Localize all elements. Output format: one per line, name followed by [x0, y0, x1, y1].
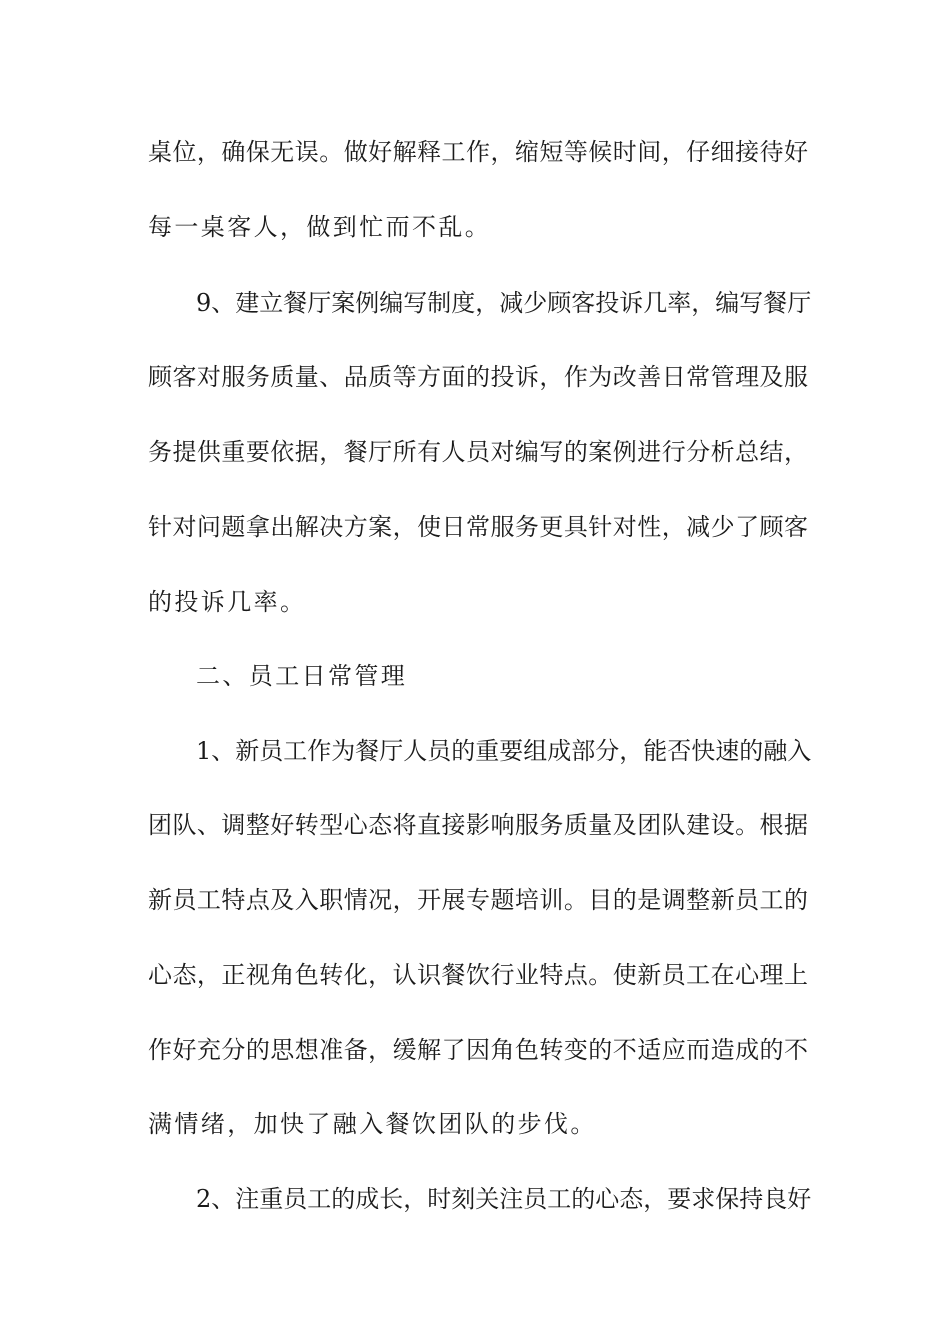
- text-line: 满情绪，加快了融入餐饮团队的步伐。: [148, 1110, 597, 1138]
- text-line: 务提供重要依据，餐厅所有人员对编写的案例进行分析总结，: [148, 438, 808, 466]
- text-line: 针对问题拿出解决方案，使日常服务更具针对性，减少了顾客: [148, 513, 808, 541]
- text-line: 新员工特点及入职情况，开展专题培训。目的是调整新员工的: [148, 886, 808, 914]
- text-line: 每一桌客人，做到忙而不乱。: [148, 213, 492, 241]
- paragraph-2-line: 2、注重员工的成长，时刻关注员工的心态，要求保持良好: [196, 1185, 812, 1213]
- text-line: 桌位，确保无误。做好解释工作，缩短等候时间，仔细接待好: [148, 138, 808, 166]
- paragraph-9-line: 9、建立餐厅案例编写制度，减少顾客投诉几率，编写餐厅: [196, 289, 812, 317]
- text-line: 心态，正视角色转化，认识餐饮行业特点。使新员工在心理上: [148, 961, 808, 989]
- text-line: 团队、调整好转型心态将直接影响服务质量及团队建设。根据: [148, 811, 808, 839]
- text-line: 的投诉几率。: [148, 588, 307, 616]
- paragraph-1-line: 1、新员工作为餐厅人员的重要组成部分，能否快速的融入: [196, 737, 812, 765]
- section-heading: 二、员工日常管理: [196, 662, 408, 690]
- text-line: 顾客对服务质量、品质等方面的投诉，作为改善日常管理及服: [148, 363, 808, 391]
- text-line: 作好充分的思想准备，缓解了因角色转变的不适应而造成的不: [148, 1036, 808, 1064]
